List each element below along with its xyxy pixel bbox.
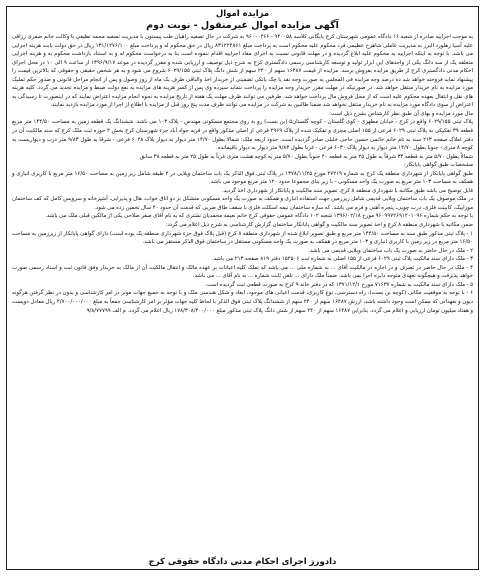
paragraph-property-description: پلاک ثبتی ۶۰۲۹/۱۵۵ واقع در کرج - خیابان مطهری - کوی گلستان - کوچه گلستان۵ (بن بست) رو به روی مجتمع مسکونی مهندس - پلاک ۱۰۳ می باشد. ششدانگ یک قطعه زمین به مساحت ۱۴۴/۵۰ متر مربع قطعه ۳۹ تفکیکی به پلاک ثبتی ۶۰۲۹ فرعی از ۱۵۵ اصلی مجزی و تفکیک شده از پلاک ۲۹۶۹ فرعی از اصلی مذکور واقع در قریه جواد آباد جزء شهرستان کرج بخش ۴ حوزه ثبت ملک کرج که سند مالکیت آن در دفتر املاک صفحه ۲۱۳ سند به نام خانم خاتمی حسین حاجی خلیلی صادر گردیده است. حدود اربعه ملک: شمالا بطول ۱۴/۷۰ متر دیوار به دیوار پلاک ۶۰۲۸ فرعی - شرقا به طول ۹/۸۳ متر درب و دیواریست به کوچه ۸ متری - جنوبا بطول ۱۴/۷۰ متر دیوار به دیوار پلاک ۶۰۳۰ فرعی - غربا بطول ۹/۸۳ متر دیوار به دیوار باقیمانده. <box>12 119 474 152</box>
paragraph-report-intro: ضمن مکاتبه با شهرداری منطقه ۸ کرج و اخذ تصویر سند مالکیت و گواهی پایانکار ساختمان گزارش کارشناسی به شرح ذیل اعلام می گردد: <box>165 222 473 229</box>
paragraph-item-5: ۵ - ملک دارای سند مالکیت به شماره ۷۱۶۳۷ مورخ ۱۳۷۱/۱۲/۱ که در دفتر خانه ۹ کرج به صورت قطعی ثبت گردیده است. <box>205 281 473 288</box>
paragraph-boundaries: شمالاً بطول ۵/۷۰ متر به قطعه ۳۴ شرقاً به طول ۲۵ متر به قطعه ۴۰ جنوباً بطول ۵/۷۰ متر به کوچه هشت متری غرباً به طول ۲۵ متر به قطعه ۳۸ سابق <box>139 153 473 160</box>
paragraph-note: قابل توضیح می باشد طبق مکاتبه با شهرداری منطقه ۸ کرج، تصویر سند مالکیت و پایانکار از شهرداری اخذ گردید. <box>221 187 473 194</box>
announcement-header <box>7 7 478 32</box>
paragraph-item-3: ۳ - ملک دارای سند مالکیت پلاک ثبتی ۶۰۲۹ فرعی از ۱۵۵ اصلی به شماره ثبت ۱۵۲۵۰۶ دفتر ۸۱۹ صفحه ۲۱۳ می باشد. <box>211 256 473 263</box>
section-title: مزایده اموال <box>215 9 270 19</box>
paragraph-ruling: با توجه به حکم شماره ۹۶۰۹۹۷۲۶۹۱۲۰۱۰۹۶ مورخ ۱۳۹۶/۰۲/۱۸ شعبه ۱۰۲ دادگاه عمومی حقوقی کرج خانم نعیمه محمدیان نشتری که به نام آقای صفر صلاحی یکی از مالکین قبلی ملک می باشد. <box>45 213 473 220</box>
paragraph-item-6: ۶ - با توجه به موقعیت مکانی (کوچه بن بست)، راه دسترسی، نوع کاربری، قدمت اعیانی های موجود، ابعاد و شکل هندسی ملک و با توجه به جمیع جهات موثر در امر کارشناسی و بدون در نظر گرفتن هرگونه دیون و تعهداتی که ممکن است وجود داشته باشد، ارزش ۱۶۴۸۷ سهم از ۲۴۰ سهم از ششدانگ پلاک ثبتی فوق الذکر با لحاظ کلیه جهات مؤثر بر امر کارشناسی جمعاً به مبلغ ۲/۷۰۰/۰۰۰/۰۰۰ ریال معادل دویست و هفتاد میلیون تومان ارزیابی و اعلام می گردد. بنابراین ۱۶۴۸۷ سهم از ۲۴۰ سهم از شش دانگ پلاک ثبتی مذکور مبلغ ۱۷۸/۳۰۸/۴۰۰/۰۰۰ ریال اعلام می گردد. م الف ۹/۸/۷۷۷۹۹ <box>12 290 474 314</box>
announcement-title: آگهی مزایده اموال غیرمنقول - نوبت دوم <box>146 20 339 31</box>
announcement-page <box>6 6 479 570</box>
paragraph-item-4: ۴ - ملک در حال حاضر در تصرف و در اجاره در مالکیت آقای ... به شماره ملی ... می باشد که تملک کلیه اعیانات بر عهده مالک و انتقال مالکیت آن از مالک به خریدار وفق قانون ثبت و اسناد رسمی صورت خواهد پذیرفت و هیچگونه تعهدی متوجه دایره اجرا نمی باشد. ضمناً ملک دارای ... تلفن ثابت شماره ... به نام آقای ... می باشد. <box>12 264 473 280</box>
paragraph-property-heading: مال مورد مزایده و بهای آن طبق نظر کارشناس بشرح ذیل است: <box>329 110 473 117</box>
paragraph-intro: به موجب اجراییه صادره از شعبه ۱۶ دادگاه عمومی شهرستان کرج بایگانی کلاسه ۹۴۰۰۵۸ - ۹۶۰۰۰۴۶۶ به شرکت در حال تصفیه راهیان طب پیستون با مدیریت تصفیه محمد نظیفی با وکالت خانم صفری رزاقی علیه آسیا زهلورد البرز به مدیریت عاملی شاهرخ عظیمی فرد محکوم علیه محکوم است به پرداخت مبلغ ۸۳۱۲۲۴۸۶۱ ریال در حق محکوم له و پرداخت مبلغ ۱۳۱/۱۲۷۶/۱۰۰ ریال در حق دولت بابت هزینه اجرایی می باشد. با توجه به اینکه اجراییه به محکوم علیه ابلاغ گردیده و در مهلت قانونی نسبت به اجرای مفاد اجراییه اقدام ننموده است بنا به درخواست محکوم له و به استناد بازداشت محکوم به و هزینه اجرایی متعلقه یک از سه دانگ یکی از واحدهای این ابزار تولید و توسعه کارشناسی رسمی دادگستری کرج به شرح ذیل توصیف و ارزیابی شده و مقرر گردیده در موعد ۱۳۹۶/۹/۱۷ از ساعت ۹ الی ۱۰ در محل اجرای احکام مدنی دادگستری کرج از طریق مزایده بفروش برسد. مزایده از قیمت ۱۶۴۸۷ سهم از ۲۴۰ سهم از شش دانگ پلاک ثبتی ۶۰۲۹/۱۵۵ شروع می شود و به هر شخص حقیقی و حقوقی که بالاترین قیمت را پیشنهاد نماید فروخته خواهد شد ده درصد وجه مزایده فی المجلس به صورت وجه نقد یا چک بانکی تضمینی از خریدار اخذ والباقی ظرف یک ماه از روز وصول و پس از انجام مراحل قانونی و صدور حکم تملیک مورد مزایده به نام خریدار منتقل خواهد شد. در صورتیکه در مهلت مقرر خریدار وجه مزایده را پرداخت ننماید سپرده وی پس از کسر هزینه های مزایده به نفع دولت ضبط و مزایده تجدید می گردد. کلیه هزینه های نقل و انتقال بعهده محکوم علیه است که از محل فروش مال پرداخت خواهد شد. طرفین می توانند ظرف مهلت یک هفته از تاریخ مزایده به نحوه انجام مزایده اعتراض نمایند که در اینصورت تا رسیدگی به اعتراض از سوی دادگاه مورد مزایده به نام خریدار منتقل نخواهد شد ضمنا طالبین به شرکت در مزایده می توانند ظرف مدت پنج روز قبل از مزایده با اطلاع از اجرا از مورد مزایده بازدید نمایند. <box>12 34 474 109</box>
announcement-body <box>7 32 478 315</box>
paragraph-item-1: ۱ - پلاک ثبتی مذکور طبق سند به مساحت ۱۴۴/۵۰ متر مربع و طبق تصویر ابلاغ شده از شهرداری منطقه ۸ کرج (قبل پلاک فوق جزء شهرداری منطقه یک بوده است) دارای گواهی پایانکار از زیرزمین به مساحت ۱۶/۵۰ متر مربع در زیر زمین با کاربری انباری و ۱۰۳ متر مربع در همکف به صورت یک واحد مسکونی مستقل در ساختمان فوق الذکر مستقر می باشد. <box>12 230 473 246</box>
paragraph-item-2: ۲ - ملک در حال حاضر به صورت یک باب ساختمان ویلایی قدیمی می باشد. <box>308 247 473 254</box>
paragraph-building: در ملک موصوف یک باب ساختمان ویلایی قدیمی شامل زیرزمین جهت استفاده انباری و همکف به صورت یک واحد مسکونی متشکل بر دو اتاق خواب، هال و پذیرایی، آشپزخانه و سرویس کامل که کف ساختمان موزاییک، کابینت فلزی، درب چوبی، پنجره آهنی و فرم می باشد. که سازه ساختمان نیمه اسکلت فلزی با سقف طاق ضربی که قدمت آن حدود ۴۰ سال تخمین زده می شود. <box>12 196 473 211</box>
paragraph-permit-heading: مشخصات طبق گواهی پایانکار: <box>403 162 473 169</box>
paragraph-permit: طبق گواهی پایانکار از شهرداری منطقه یک کرج به شماره ۲۷۲۱۹ مورخ ۱۳۷۸/۱۱/۲۵ در پلاک ثبتی فوق الذکر یک باب ساختمان ویلایی در ۲ طبقه شامل زیر زمین به مساحت ۱۶/۵۰ متر مربع با کاربری انباری و همکف به مساحت ۱۰۳ متر مربع به صورت یک واحد مسکونی - با زیر بنای مجموعا حدود ۱۲۰ متر مربع موجود می باشد. <box>12 170 473 186</box>
signature-line: دادورز اجرای احکام مدنی دادگاه حقوقی کرج <box>148 557 337 567</box>
